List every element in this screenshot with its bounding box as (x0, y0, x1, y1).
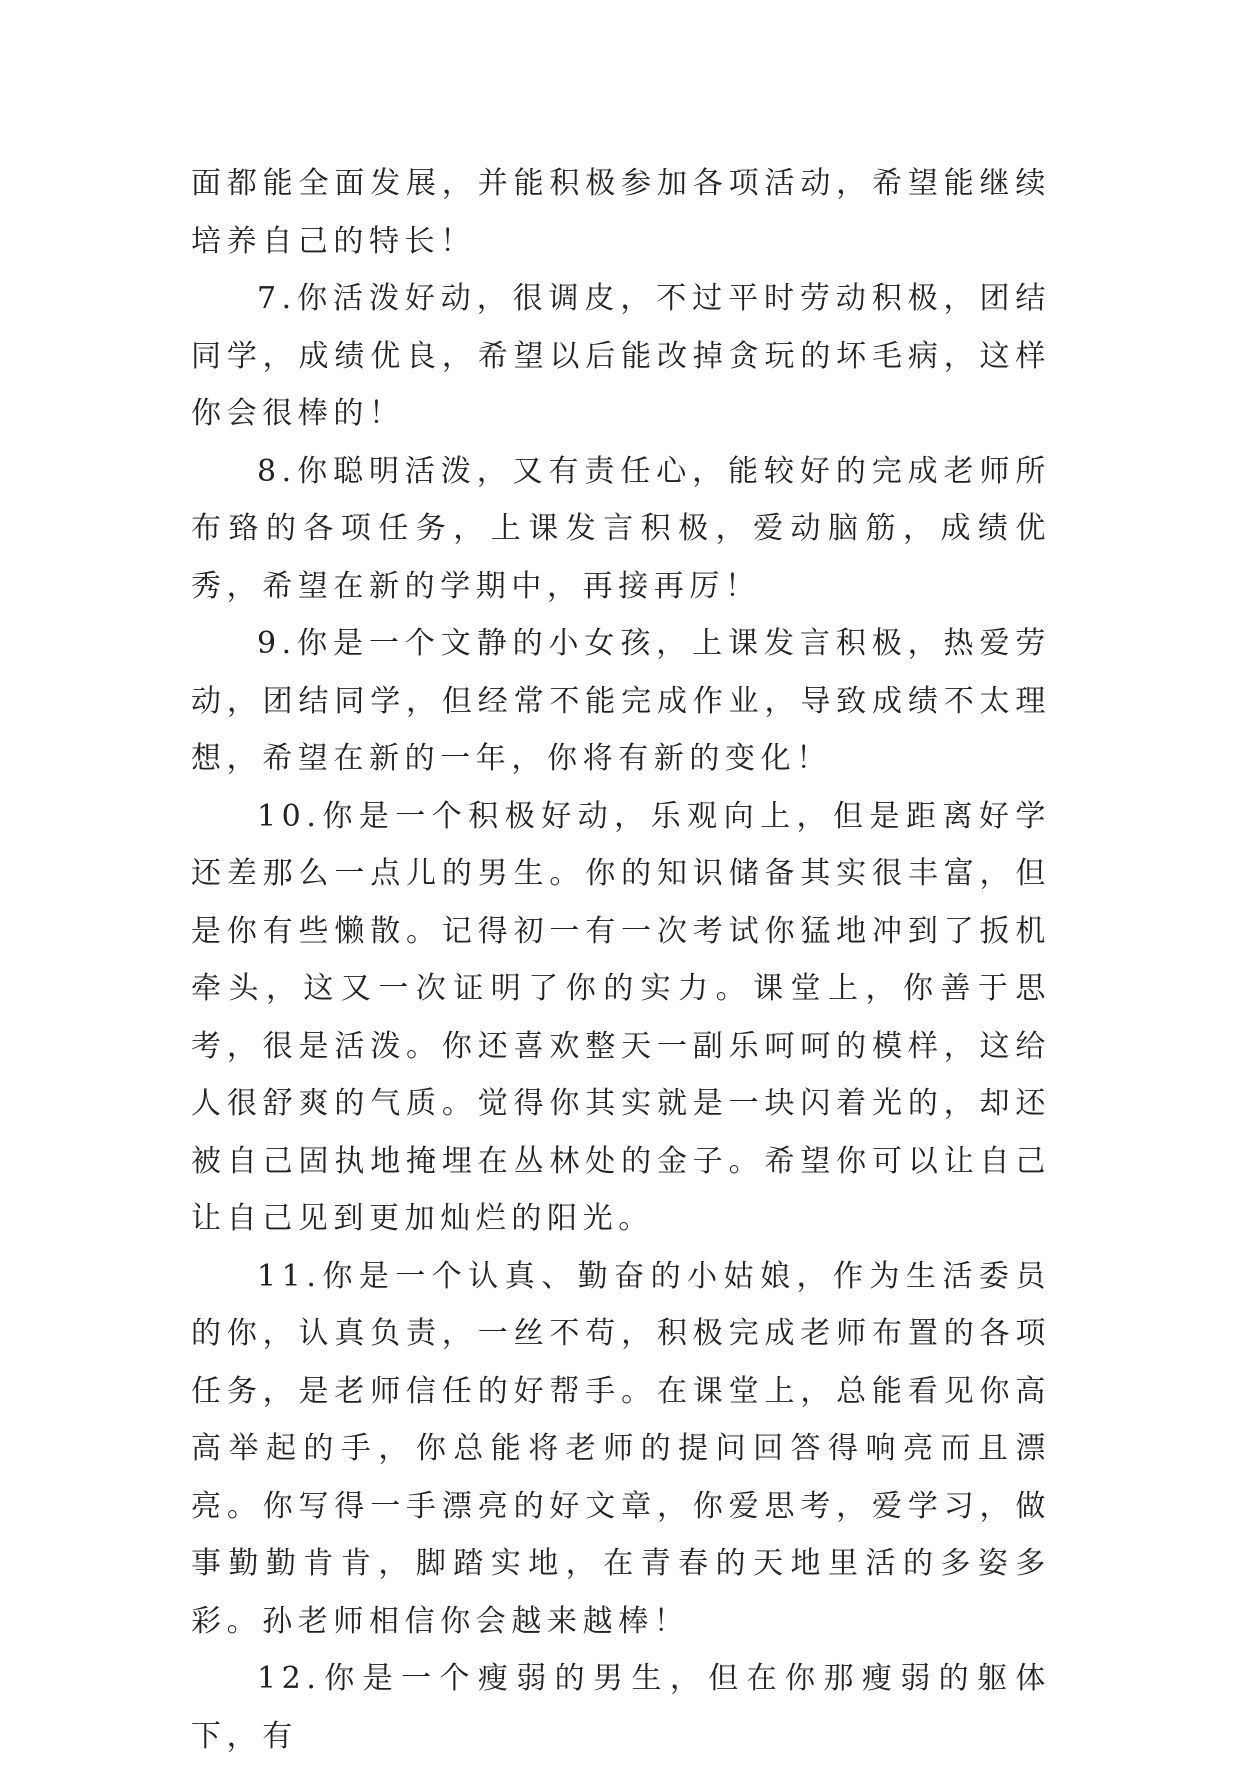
paragraph-comment-9: 9.你是一个文静的小女孩，上课发言积极，热爱劳动，团结同学，但经常不能完成作业，导致成绩不太理想，希望在新的一年，你将有新的变化！ (191, 626, 1051, 776)
paragraph-comment-11: 11.你是一个认真、勤奋的小姑娘，作为生活委员的你，认真负责，一丝不苟，积极完成老师布置的各项任务，是老师信任的好帮手。在课堂上，总能看见你高高举起的手，你总能将老师的提问回答得响亮而且漂亮。你写得一手漂亮的好文章，你爱思考，爱学习，做事勤勤肯肯，脚踏实地，在青春的天地里活的多姿多彩。孙老师相信你会越来越棒！ (191, 1258, 1051, 1639)
paragraph-comment-10: 10.你是一个积极好动，乐观向上，但是距离好学还差那么一点儿的男生。你的知识储备其实很丰富，但是你有些懒散。记得初一有一次考试你猛地冲到了扳机牵头，这又一次证明了你的实力。课堂上，你善于思考，很是活泼。你还喜欢整天一副乐呵呵的模样，这给人很舒爽的气质。觉得你其实就是一块闪着光的，却还被自己固执地掩埋在丛林处的金子。希望你可以让自己让自己见到更加灿烂的阳光。 (191, 798, 1051, 1236)
paragraph-comment-12: 12.你是一个瘦弱的男生，但在你那瘦弱的躯体下，有 (191, 1661, 1051, 1754)
paragraph-comment-7: 7.你活泼好动，很调皮，不过平时劳动积极，团结同学，成绩优良，希望以后能改掉贪玩的坏毛病，这样你会很棒的！ (191, 281, 1051, 431)
paragraph-comment-8: 8.你聪明活泼，又有责任心，能较好的完成老师所布臵的各项任务，上课发言积极，爱动脑筋，成绩优秀，希望在新的学期中，再接再厉！ (191, 453, 1051, 604)
document-body (191, 155, 1051, 1765)
paragraph-continued: 面都能全面发展，并能积极参加各项活动，希望能继续培养自己的特长！ (191, 166, 1051, 259)
